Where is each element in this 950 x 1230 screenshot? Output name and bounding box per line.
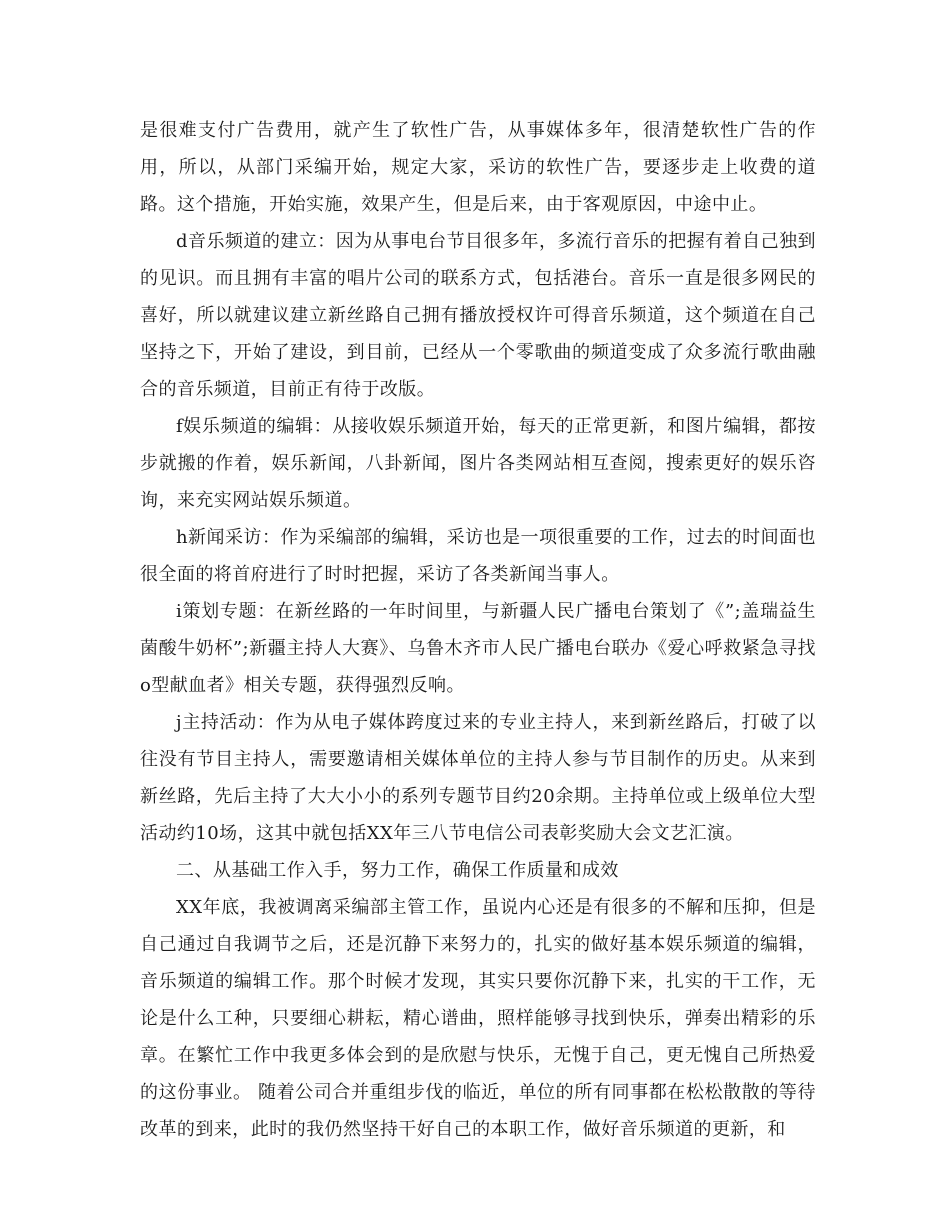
paragraph-8: XX年底，我被调离采编部主管工作，虽说内心还是有很多的不解和压抑，但是自己通过自我调节之后，还是沉静下来努力的，扎实的做好基本娱乐频道的编辑，音乐频道的编辑工作。那个时候才发现，其实只要你沉静下来，扎实的干工作，无论是什么工种，只要细心耕耘，精心谱曲，照样能够寻找到快乐，弹奏出精彩的乐章。在繁忙工作中我更多体会到的是欣慰与快乐，无愧于自己，更无愧自己所热爱的这份事业。 随着公司合并重组步伐的临近，单位的所有同事都在松松散散的等待改革的到来，此时的我仍然坚持干好自己的本职工作，做好音乐频道的更新，和	[140, 897, 816, 1140]
paragraph-3: f娱乐频道的编辑：从接收娱乐频道开始，每天的正常更新，和图片编辑，都按步就搬的作着，娱乐新闻，八卦新闻，图片各类网站相互查阅，搜索更好的娱乐咨询，来充实网站娱乐频道。	[140, 416, 816, 511]
paragraph-4: h新闻采访：作为采编部的编辑，采访也是一项很重要的工作，过去的时间面也很全面的将首府进行了时时把握，采访了各类新闻当事人。	[140, 527, 816, 585]
paragraph-1: 是很难支付广告费用，就产生了软性广告，从事媒体多年，很清楚软性广告的作用，所以，从部门采编开始，规定大家，采访的软性广告，要逐步走上收费的道路。这个措施，开始实施，效果产生，但是后来，由于客观原因，中途中止。	[140, 120, 816, 215]
section-heading: 二、从基础工作入手，努力工作，确保工作质量和成效	[176, 860, 619, 881]
paragraph-6: j主持活动：作为从电子媒体跨度过来的专业主持人，来到新丝路后，打破了以往没有节目主持人，需要邀请相关媒体单位的主持人参与节目制作的历史。从来到新丝路，先后主持了大大小小的系列专题节目约20余期。主持单位或上级单位大型活动约10场，这其中就包括XX年三八节电信公司表彰奖励大会文艺汇演。	[140, 712, 816, 844]
paragraph-5: i策划专题：在新丝路的一年时间里，与新疆人民广播电台策划了《”;盖瑞益生菌酸牛奶杯”;新疆主持人大赛》、乌鲁木齐市人民广播电台联办《爱心呼救紧急寻找o型献血者》相关专题，获得强烈反响。	[140, 601, 816, 696]
document-page	[140, 112, 816, 1148]
paragraph-2: d音乐频道的建立：因为从事电台节目很多年，多流行音乐的把握有着自己独到的见识。而且拥有丰富的唱片公司的联系方式，包括港台。音乐一直是很多网民的喜好，所以就建议建立新丝路自己拥有播放授权许可得音乐频道，这个频道在自己坚持之下，开始了建设，到目前，已经从一个零歌曲的频道变成了众多流行歌曲融合的音乐频道，目前正有待于改版。	[140, 231, 816, 400]
